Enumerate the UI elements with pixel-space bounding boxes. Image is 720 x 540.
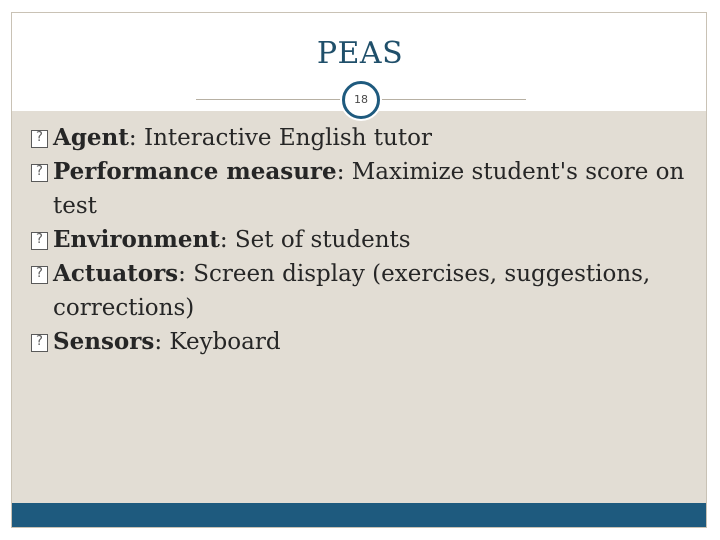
- bullet-text: : Maximize student's score on test: [53, 159, 685, 219]
- bullet-item-actuators: [30, 257, 690, 325]
- bullet-text: : Keyboard: [154, 329, 281, 355]
- bullet-text: : Screen display (exercises, suggestions, corrections): [53, 261, 651, 321]
- bullet-item-sensors: [30, 325, 690, 359]
- square-bullet-icon: ?: [31, 266, 48, 284]
- square-bullet-icon: ?: [31, 334, 48, 352]
- bullet-term: Performance measure: [53, 158, 337, 185]
- bullet-term: Actuators: [53, 260, 179, 287]
- bullet-term: Environment: [53, 226, 220, 253]
- footer-bar: [12, 503, 706, 527]
- bullet-item-environment: [30, 223, 690, 257]
- bullet-term: Sensors: [53, 328, 155, 355]
- square-bullet-icon: ?: [31, 164, 48, 182]
- slide-number-badge: 18: [342, 81, 380, 119]
- title-divider-left: [196, 99, 342, 100]
- bullet-text: : Set of students: [219, 227, 411, 253]
- bullet-term: Agent: [53, 124, 129, 151]
- bullet-item-agent: [30, 121, 690, 155]
- square-bullet-icon: ?: [31, 232, 48, 250]
- bullet-item-performance-measure: [30, 155, 690, 223]
- bullet-list: [30, 121, 690, 359]
- slide-title: PEAS: [316, 36, 404, 71]
- square-bullet-icon: ?: [31, 130, 48, 148]
- title-divider-right: [380, 99, 526, 100]
- bullet-text: : Interactive English tutor: [128, 125, 432, 151]
